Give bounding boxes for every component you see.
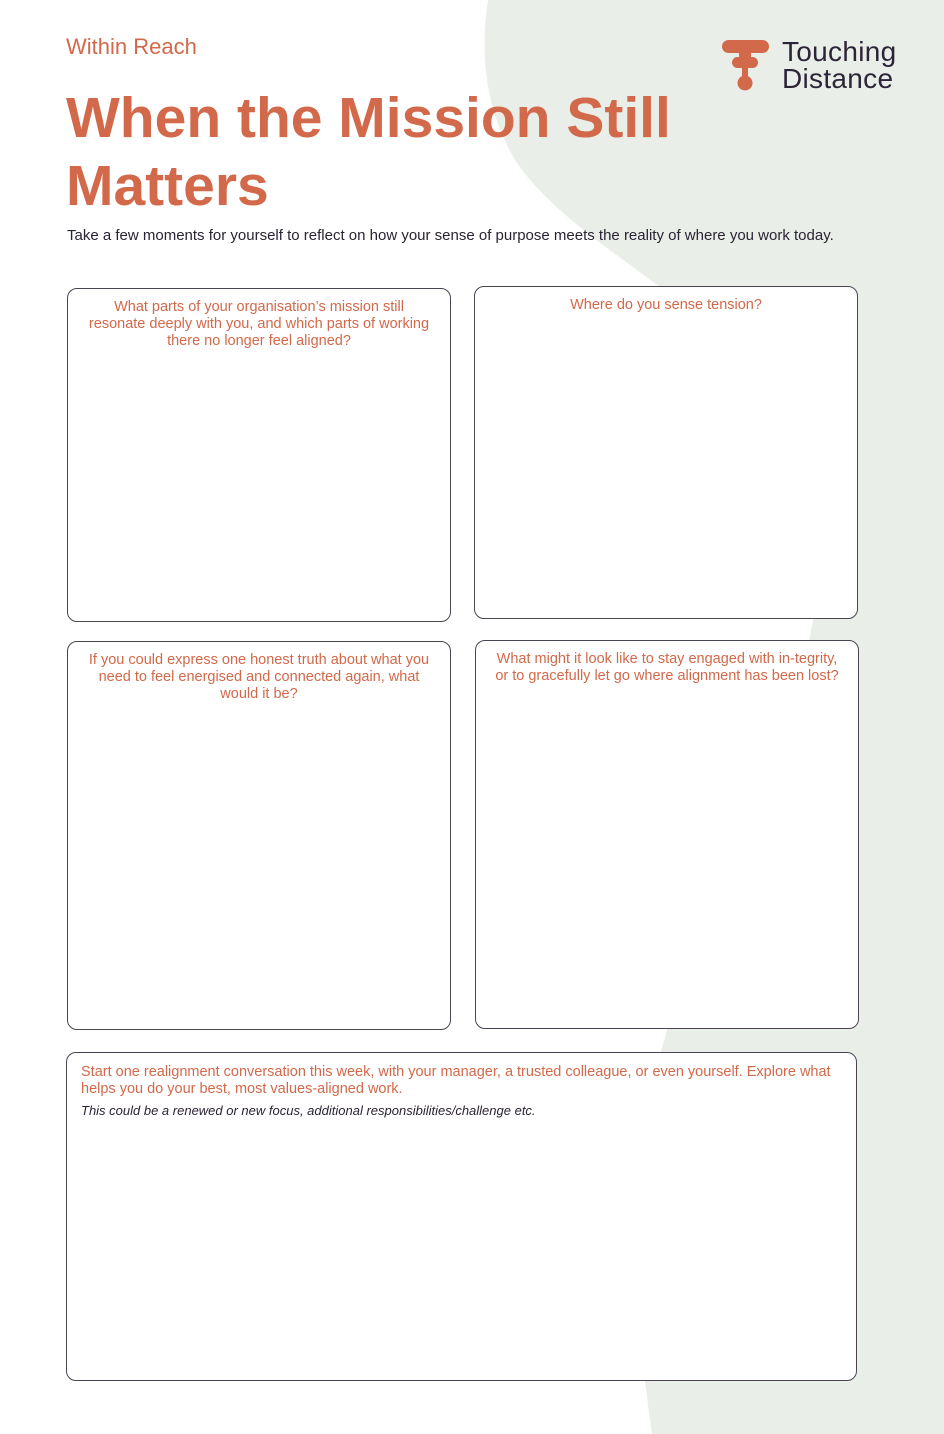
page-title: When the Mission Still Matters [66,86,671,218]
brand-logo [720,38,920,96]
brand-name [782,38,896,92]
reflection-box-integrity[interactable] [475,640,859,1029]
action-note: This could be a renewed or new focus, additional responsibilities/challenge etc. [81,1103,536,1118]
brand-name-line1: Touching [782,36,897,67]
reflection-box-honest-truth[interactable] [67,641,451,1030]
action-prompt: Start one realignment conversation this week, with your manager, a trusted colleague, or even yourself. Explore what helps you do your best, most values-aligned work. [81,1064,831,1097]
section-label: Within Reach [66,34,197,59]
brand-name-line2: Distance [782,63,894,94]
reflection-question: Where do you sense tension? [570,297,762,313]
reflection-box-tension[interactable] [474,286,858,619]
action-box-realignment[interactable] [66,1052,857,1381]
touching-distance-logo-icon [720,38,772,94]
reflection-question: If you could express one honest truth about what you need to feel energised and connected again, what would it be? [88,652,430,702]
intro-text: Take a few moments for yourself to reflect on how your sense of purpose meets the reality of where you work today. [67,227,834,244]
reflection-box-mission[interactable] [67,288,451,622]
reflection-question: What parts of your organisation’s mission still resonate deeply with you, and which parts of working there no longer feel aligned? [88,299,430,349]
reflection-question: What might it look like to stay engaged with in-tegrity, or to gracefully let go where alignment has been lost? [495,651,839,684]
